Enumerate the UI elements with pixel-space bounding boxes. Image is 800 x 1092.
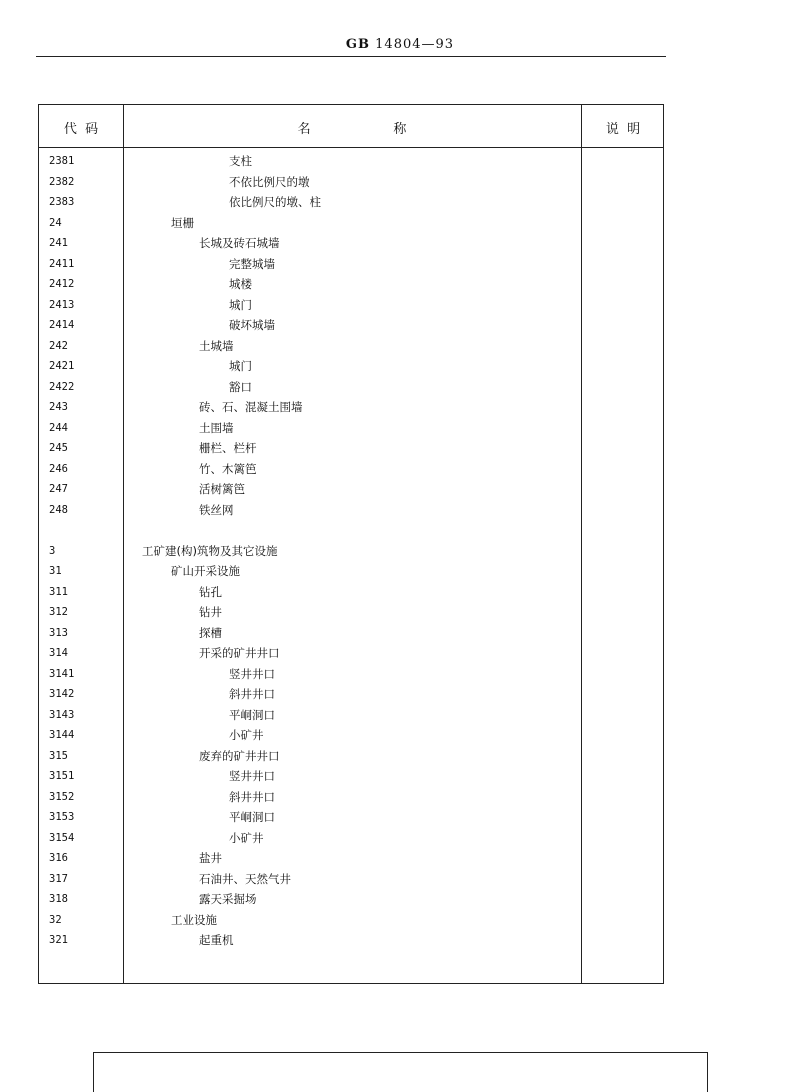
row-code: 2414	[49, 319, 75, 331]
table-row	[39, 725, 665, 746]
row-code: 315	[49, 749, 68, 762]
row-code: 242	[49, 339, 68, 352]
row-code: 313	[49, 626, 68, 639]
row-code: 32	[49, 913, 62, 926]
row-code: 3143	[49, 708, 75, 721]
table-row	[39, 746, 665, 767]
row-name: 铁丝网	[199, 502, 234, 517]
row-name: 钻井	[199, 605, 222, 619]
table-row	[39, 315, 665, 336]
row-name: 竖井井口	[229, 769, 275, 783]
row-code: 248	[49, 503, 68, 516]
row-code: 316	[49, 852, 68, 864]
standard-prefix: GB	[345, 37, 371, 52]
row-name: 探槽	[199, 625, 222, 640]
row-name: 平峒洞口	[229, 707, 275, 722]
row-code: 311	[49, 585, 68, 598]
table-row	[39, 869, 665, 890]
table-row	[39, 254, 665, 275]
table-row	[39, 397, 665, 418]
row-name: 支柱	[229, 154, 252, 168]
row-name: 长城及砖石城墙	[199, 236, 280, 250]
row-name: 石油井、天然气井	[199, 871, 291, 886]
row-code: 3151	[49, 770, 75, 782]
column-header-code: 代 码	[63, 122, 99, 137]
row-code: 314	[49, 647, 68, 659]
row-name: 露天采掘场	[199, 892, 257, 906]
table-row	[39, 213, 665, 234]
table-row	[39, 233, 665, 254]
table-row	[39, 336, 665, 357]
column-header-name: 名 称	[297, 122, 407, 137]
row-code: 245	[49, 442, 68, 454]
table-row	[39, 295, 665, 316]
table-row	[39, 664, 665, 685]
table-row	[39, 766, 665, 787]
row-name: 土城墙	[199, 338, 234, 353]
row-name: 钻孔	[199, 584, 222, 599]
page-header	[0, 37, 800, 52]
row-code: 24	[49, 216, 62, 229]
row-code: 241	[49, 237, 68, 249]
row-code: 317	[49, 872, 68, 885]
table-row	[39, 684, 665, 705]
table-row	[39, 828, 665, 849]
row-code: 3144	[49, 729, 75, 741]
table-row	[39, 910, 665, 931]
table-row	[39, 602, 665, 623]
header-divider	[36, 56, 666, 57]
table-row	[39, 500, 665, 521]
table-row	[39, 930, 665, 951]
row-code: 2381	[49, 155, 75, 167]
row-code: 2411	[49, 257, 75, 270]
table-body	[39, 151, 665, 951]
table-row	[39, 561, 665, 582]
row-code: 2413	[49, 298, 75, 311]
row-code: 2422	[49, 380, 75, 393]
row-code: 3152	[49, 790, 75, 803]
row-code: 3153	[49, 811, 75, 823]
row-code: 2412	[49, 278, 75, 290]
row-name: 小矿井	[229, 728, 264, 742]
table-row	[39, 807, 665, 828]
row-name: 起重机	[199, 933, 234, 947]
row-name: 破坏城墙	[229, 318, 275, 332]
row-name: 砖、石、混凝土围墙	[199, 400, 303, 414]
table-row	[39, 172, 665, 193]
row-name: 活树篱笆	[199, 482, 245, 496]
row-name: 开采的矿井井口	[199, 646, 280, 660]
row-code: 2421	[49, 360, 75, 372]
table-row	[39, 848, 665, 869]
row-name: 斜井井口	[229, 687, 275, 701]
row-name: 平峒洞口	[229, 810, 275, 824]
table-row	[39, 541, 665, 562]
row-code: 243	[49, 401, 68, 413]
row-name: 依比例尺的墩、柱	[229, 195, 321, 209]
code-table	[38, 104, 664, 984]
table-row	[39, 192, 665, 213]
table-row	[39, 459, 665, 480]
row-name: 不依比例尺的墩	[229, 174, 310, 189]
blank-row	[39, 520, 665, 541]
row-name: 小矿井	[229, 830, 264, 845]
row-code: 2382	[49, 175, 75, 188]
table-row	[39, 377, 665, 398]
row-name: 栅栏、栏杆	[199, 441, 257, 455]
table-row	[39, 274, 665, 295]
table-row	[39, 705, 665, 726]
table-row	[39, 787, 665, 808]
table-row	[39, 356, 665, 377]
row-name: 工业设施	[171, 912, 217, 927]
row-name: 盐井	[199, 851, 222, 865]
table-row	[39, 582, 665, 603]
row-code: 321	[49, 934, 68, 946]
row-name: 矿山开采设施	[171, 564, 240, 578]
row-name: 豁口	[229, 379, 252, 394]
table-row	[39, 643, 665, 664]
row-code: 3141	[49, 667, 75, 680]
row-name: 城门	[229, 359, 252, 373]
row-code: 31	[49, 565, 62, 577]
bottom-frame	[93, 1052, 708, 1092]
row-code: 244	[49, 421, 68, 434]
table-row	[39, 418, 665, 439]
row-code: 312	[49, 606, 68, 618]
row-code: 246	[49, 462, 68, 475]
row-name: 城楼	[229, 277, 252, 291]
table-row	[39, 479, 665, 500]
row-name: 垣栅	[171, 215, 194, 230]
table-row	[39, 151, 665, 172]
table-row	[39, 889, 665, 910]
row-code: 3	[49, 544, 56, 557]
row-code: 2383	[49, 196, 75, 208]
row-name: 竖井井口	[229, 666, 275, 681]
row-name: 斜井井口	[229, 789, 275, 804]
row-name: 土围墙	[199, 420, 234, 435]
standard-number: 14804—93	[375, 37, 455, 52]
row-name: 竹、木篱笆	[199, 461, 257, 476]
row-code: 3154	[49, 831, 75, 844]
row-code: 318	[49, 893, 68, 905]
row-name: 工矿建(构)筑物及其它设施	[142, 543, 278, 558]
row-name: 废弃的矿井井口	[199, 748, 280, 763]
table-row	[39, 623, 665, 644]
row-name: 完整城墙	[229, 256, 275, 271]
row-code: 247	[49, 483, 68, 495]
table-row	[39, 438, 665, 459]
row-name: 城门	[229, 297, 252, 312]
row-code: 3142	[49, 688, 75, 700]
column-header-note: 说 明	[605, 122, 641, 137]
header-row-divider	[39, 147, 663, 148]
